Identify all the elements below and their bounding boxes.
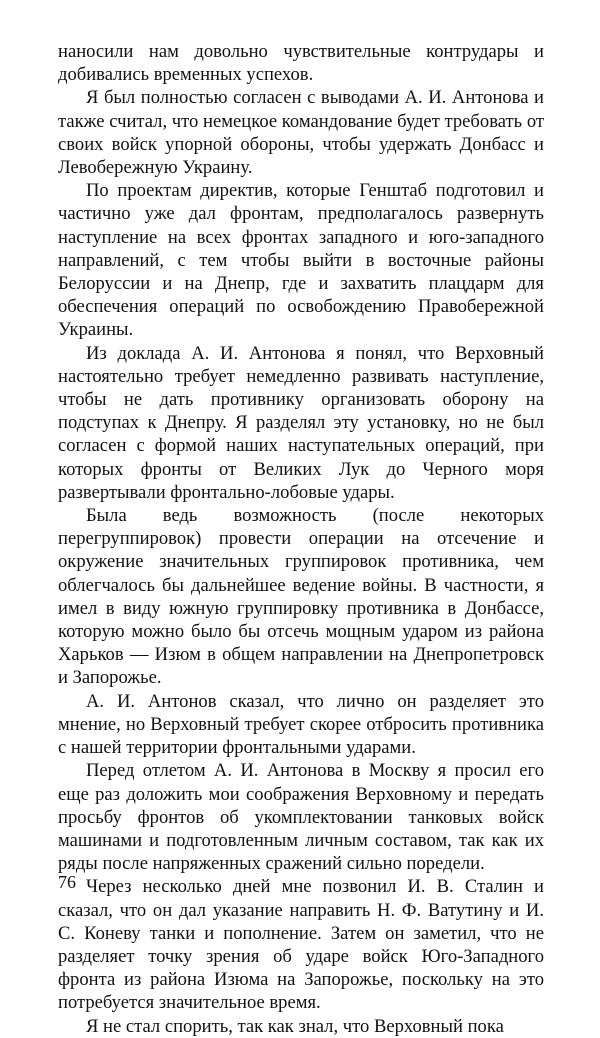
page-body <box>58 40 544 1038</box>
paragraph-5: Была ведь возможность (после некоторых перегруппировок) провести операции на отсечение и окружение значительных группировок противника, чем облегчалось бы дальнейшее ведение войны. В частности, я имел в виду южную группировку противника в Донбассе, которую можно было бы отсечь мощным ударом из района Харьков — Изюм в общем направлении на Днепропетровск и Запорожье. <box>58 505 544 689</box>
paragraph-4: Из доклада А. И. Антонова я понял, что Верховный настоятельно требует немедленно развивать наступление, чтобы не дать противнику организовать оборону на подступах к Днепру. Я разделял эту установку, но не был согласен с формой наших наступательных операций, при которых фронты от Великих Лук до Черного моря развертывали фронтально-лобовые удары. <box>58 342 544 503</box>
paragraph-2: Я был полностью согласен с выводами А. И. Антонова и также считал, что немецкое командование будет требовать от своих войск упорной обороны, чтобы удержать Донбасс и Левобережную Украину. <box>58 87 544 179</box>
paragraph-1: наносили нам довольно чувствительные контрудары и добивались временных успехов. <box>58 41 544 86</box>
paragraph-7: Перед отлетом А. И. Антонова в Москву я просил его еще раз доложить мои соображения Верховному и передать просьбу фронтов об укомплектовании танковых войск машинами и подготовленным личным составом, так как их ряды после напряженных сражений сильно поредели. <box>58 760 544 875</box>
paragraph-9: Я не стал спорить, так как знал, что Верховный пока <box>86 1015 504 1037</box>
paragraph-6: А. И. Антонов сказал, что лично он разделяет это мнение, но Верховный требует скорее отбросить противника с нашей территории фронтальными ударами. <box>58 690 544 759</box>
paragraph-8: Через несколько дней мне позвонил И. В. Сталин и сказал, что он дал указание направить Н. Ф. Ватутину и И. С. Коневу танки и пополнение. Затем он заметил, что не разделяет точку зрения об ударе войск Юго-Западного фронта из района Изюма на Запорожье, поскольку на это потребуется значительное время. <box>58 876 544 1014</box>
page-number: 76 <box>58 872 76 892</box>
paragraph-3: По проектам директив, которые Генштаб подготовил и частично уже дал фронтам, предполагалось развернуть наступление на всех фронтах западного и юго-западного направлений, с тем чтобы выйти в восточные районы Белоруссии и на Днепр, где и захватить плацдарм для обеспечения операций по освобождению Правобережной Украины. <box>58 180 544 341</box>
